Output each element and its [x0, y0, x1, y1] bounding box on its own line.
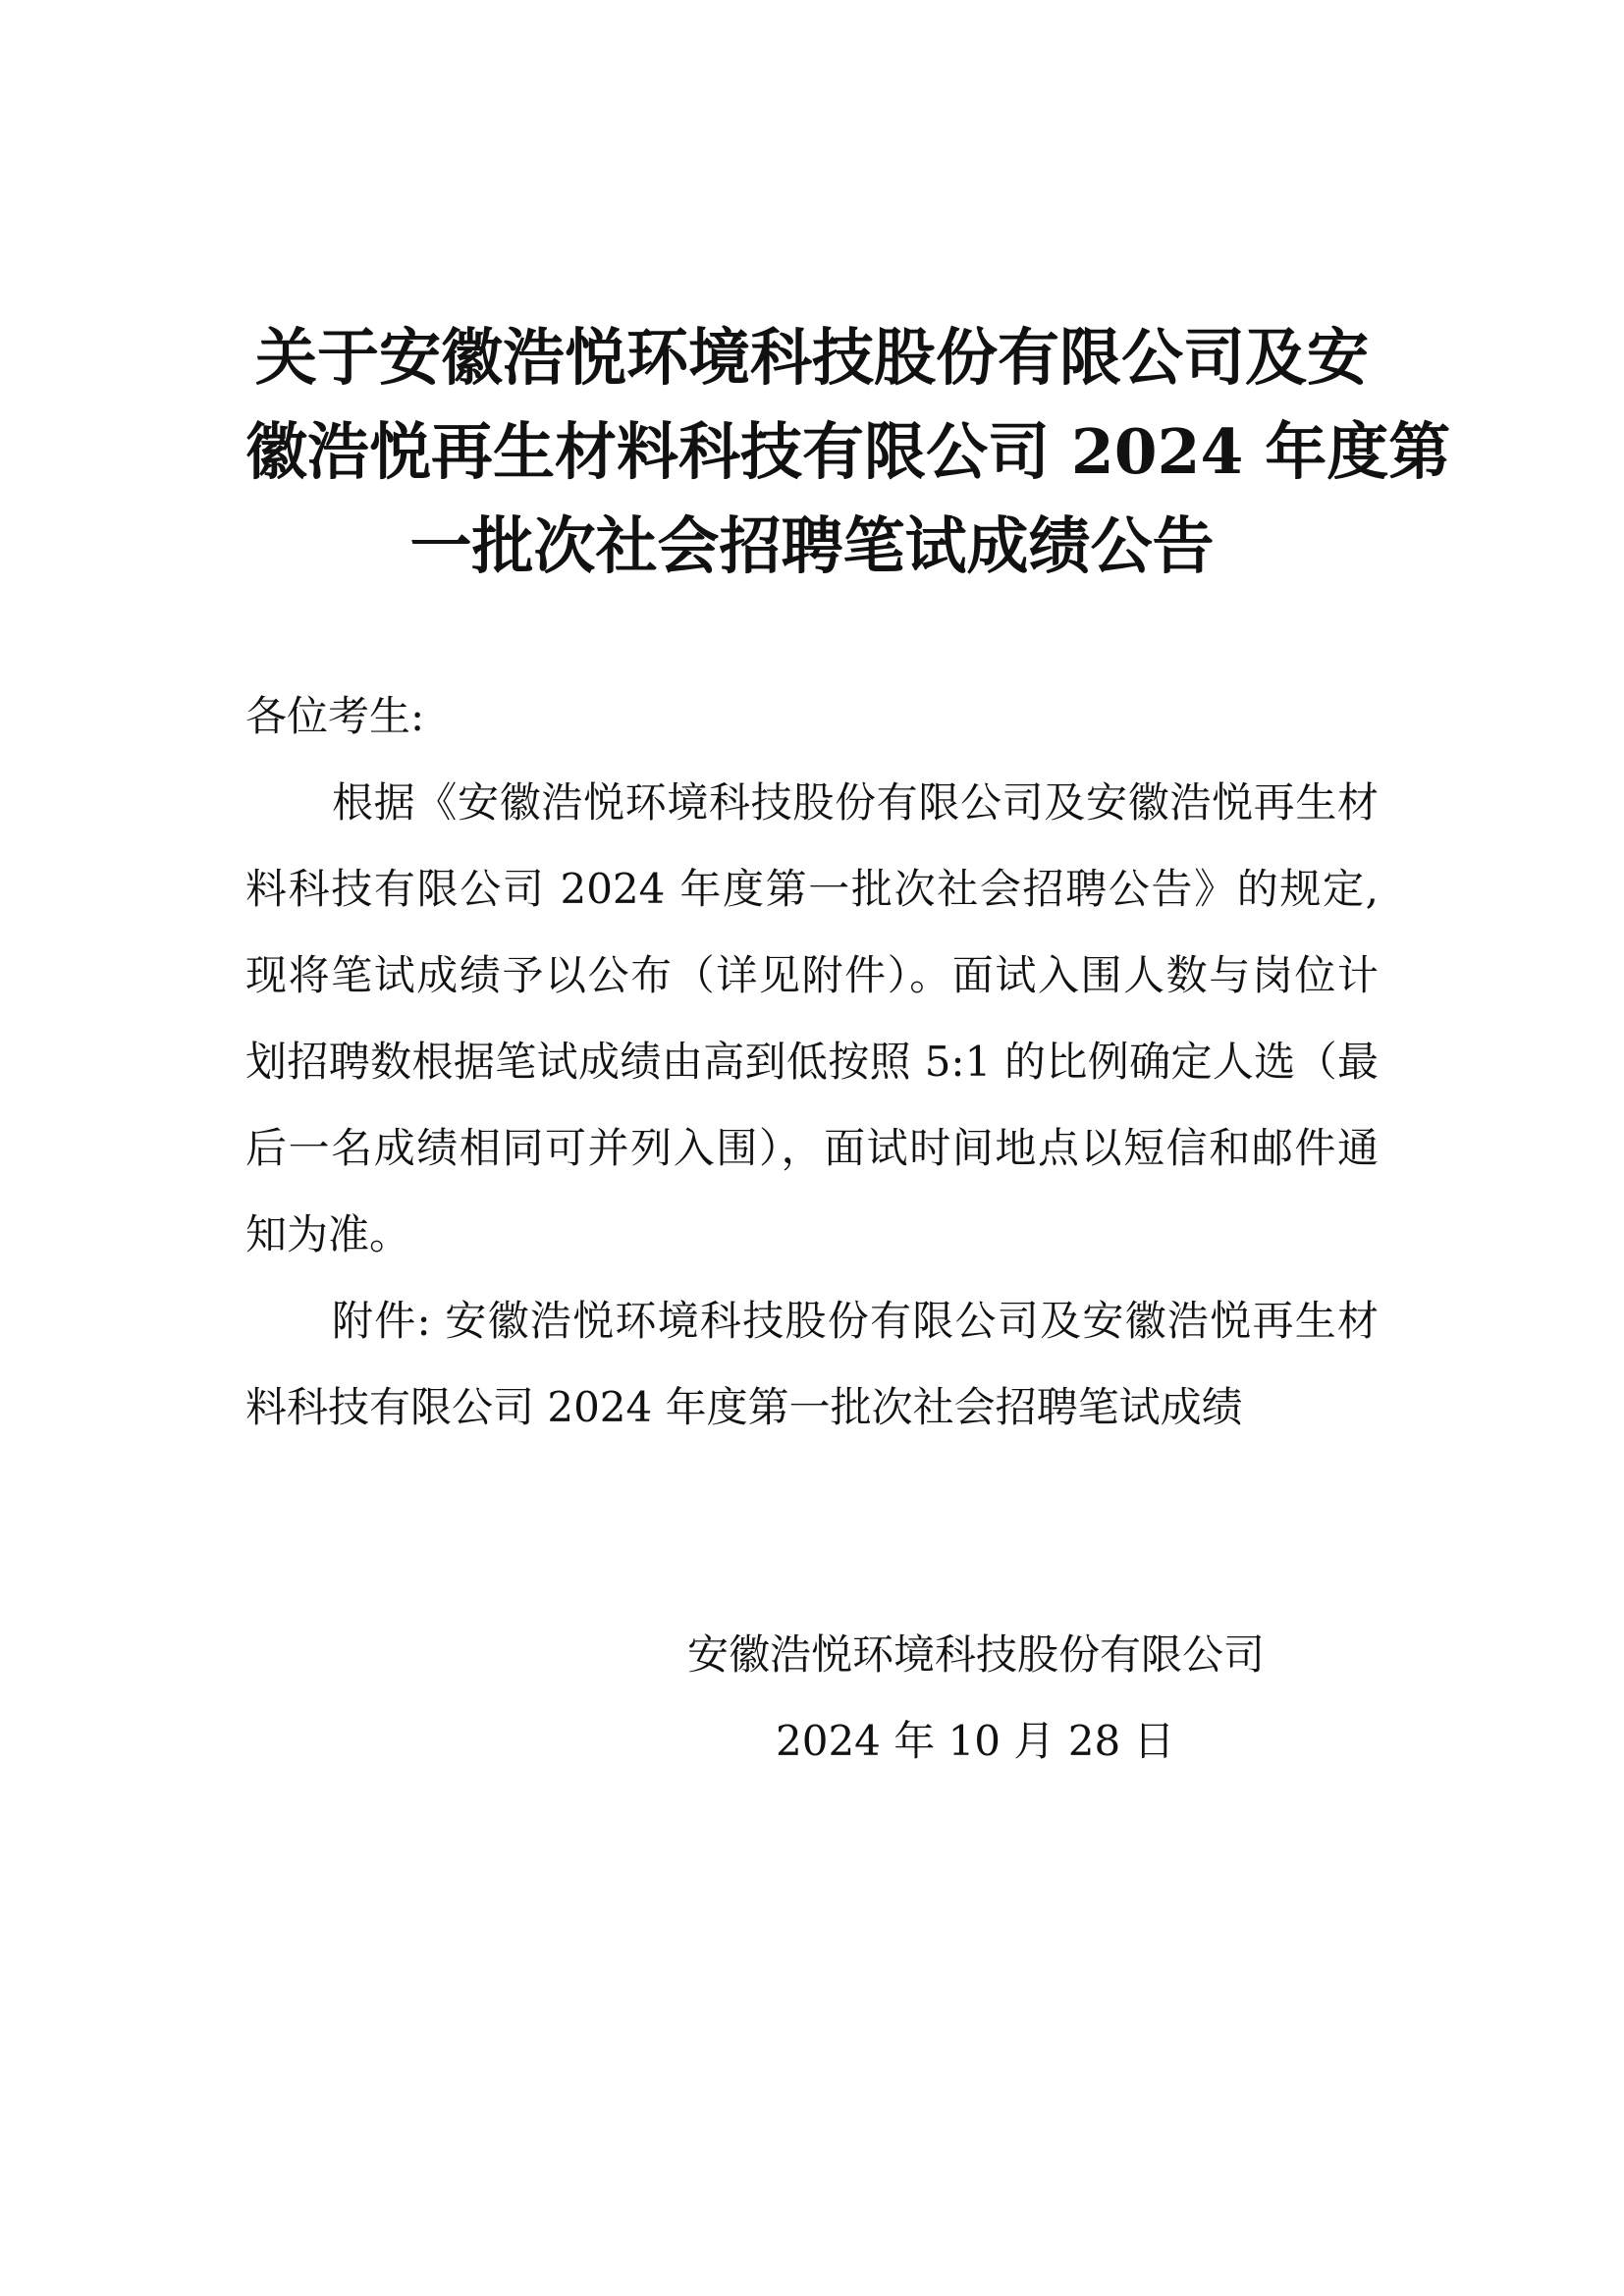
signature-company: 安徽浩悦环境科技股份有限公司: [687, 1630, 1266, 1679]
salutation: 各位考生:: [245, 692, 425, 740]
attachment-paragraph: 附件: 安徽浩悦环境科技股份有限公司及安徽浩悦再生材料科技有限公司 2024 年度第一批次社会招聘笔试成绩: [245, 1297, 1379, 1431]
title-line-2: 徽浩悦再生材料科技有限公司 2024 年度第: [245, 415, 1451, 488]
document-title: [245, 310, 1451, 593]
signature-date: 2024 年 10 月 28 日: [776, 1717, 1175, 1765]
title-line-3: 一批次社会招聘笔试成绩公告: [409, 509, 1215, 582]
title-line-1: 关于安徽浩悦环境科技股份有限公司及安: [255, 321, 1369, 394]
main-paragraph: 根据《安徽浩悦环境科技股份有限公司及安徽浩悦再生材料科技有限公司 2024 年度第一批次社会招聘公告》的规定,现将笔试成绩予以公布（详见附件）。面试入围人数与岗位计划招聘数根据笔试成绩由高到低按照 5:1 的比例确定人选（最后一名成绩相同可并列入围），面试时间地点以短信和邮件通知为准。: [245, 778, 1379, 1258]
